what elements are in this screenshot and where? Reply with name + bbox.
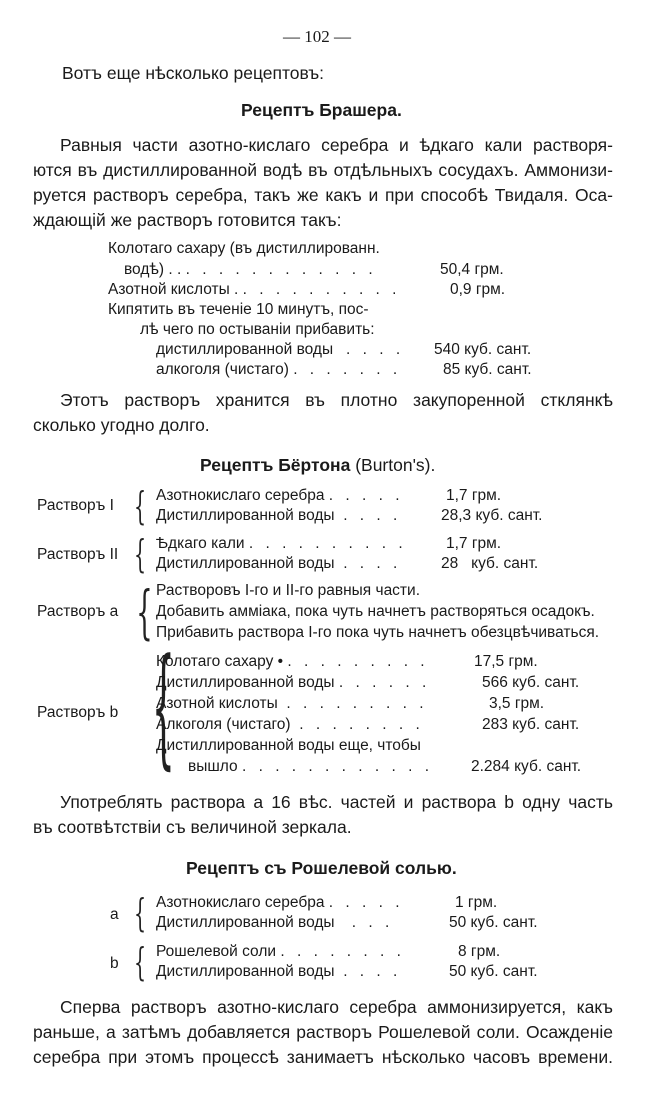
word: затѣмъ bbox=[121, 1022, 181, 1042]
amount: 28 куб. сант. bbox=[441, 555, 539, 572]
page-number: — 102 — bbox=[283, 27, 351, 46]
ingredient: Колотаго сахару (въ дистиллированн. bbox=[108, 240, 380, 257]
amount: 3,5 грм. bbox=[489, 695, 545, 712]
recipe-item bbox=[156, 963, 401, 981]
recipe-item bbox=[156, 487, 404, 505]
title-bold: Рецептъ Бёртона bbox=[200, 455, 351, 475]
paragraph-line bbox=[33, 1022, 613, 1043]
paragraph-line bbox=[60, 135, 613, 156]
word: серебра bbox=[33, 1047, 101, 1067]
ingredient: дистиллированной воды bbox=[156, 341, 334, 358]
ingredient: Дистиллированной воды bbox=[156, 963, 335, 980]
amount: 566 куб. сант. bbox=[482, 674, 580, 691]
leader-dots: . . . . . . . . bbox=[280, 943, 405, 960]
word: Равныя bbox=[60, 135, 122, 155]
amount: 28,3 куб. сант. bbox=[441, 507, 543, 524]
word: Употреблять bbox=[60, 792, 163, 812]
leader-dots: . . . . . . . . . . . . bbox=[185, 261, 377, 278]
leader-dots: . . . . . . bbox=[338, 674, 431, 691]
ingredient: Азотнокислаго серебра bbox=[156, 487, 325, 504]
recipe-item bbox=[156, 555, 401, 573]
paragraph-line: сколько угодно долго. bbox=[33, 415, 210, 435]
brace-icon: { bbox=[134, 532, 147, 576]
line-text bbox=[60, 997, 613, 1018]
recipe-item bbox=[156, 894, 404, 912]
ingredient: Колотаго сахару • bbox=[156, 653, 284, 670]
ingredient: вышло bbox=[188, 758, 238, 775]
line-text bbox=[33, 1022, 613, 1043]
ingredient: Дистиллированной воды bbox=[156, 914, 335, 931]
word: Оса- bbox=[574, 185, 613, 205]
ingredient: Алкоголя (чистаго) bbox=[156, 716, 291, 733]
paragraph-line bbox=[33, 185, 613, 206]
instruction: Добавить амміака, пока чуть начнетъ растворяться осадокъ. bbox=[156, 603, 595, 620]
word: азотно-кислаго bbox=[188, 135, 311, 155]
recipe-item: лѣ чего по остыванiи прибавить: bbox=[140, 321, 375, 338]
recipe-item bbox=[156, 695, 428, 713]
word: аммонизируется, bbox=[427, 997, 567, 1017]
amount: 8 грм. bbox=[458, 943, 501, 960]
word: этомъ bbox=[145, 1047, 195, 1067]
word: отдѣльныхъ bbox=[333, 160, 433, 180]
brace-icon: { bbox=[134, 891, 147, 935]
word: часть bbox=[568, 792, 613, 812]
word: при bbox=[108, 1047, 138, 1067]
paragraph-line bbox=[60, 792, 613, 813]
paragraph-line: въ соотвѣтствiи съ величиной зеркала. bbox=[33, 817, 352, 837]
title-normal: (Burton's). bbox=[355, 455, 436, 475]
solution-label: a bbox=[110, 906, 119, 923]
word: какъ bbox=[325, 185, 362, 205]
word: закупоренной bbox=[413, 390, 525, 410]
word: азотно-кислаго bbox=[217, 997, 339, 1017]
word: водѣ bbox=[262, 160, 303, 180]
line-text bbox=[60, 135, 613, 156]
solution-label: b bbox=[110, 955, 119, 972]
word: растворя- bbox=[533, 135, 613, 155]
word: нѣсколько bbox=[381, 1047, 466, 1067]
recipe-item bbox=[156, 507, 401, 525]
word: процессѣ bbox=[202, 1047, 279, 1067]
word: b bbox=[504, 792, 514, 812]
word: серебра, bbox=[175, 185, 248, 205]
solution-label: Растворъ II bbox=[37, 546, 119, 563]
leader-dots: . . . . . . . . . . bbox=[242, 281, 401, 298]
solution-label: Растворъ I bbox=[37, 497, 114, 514]
amount: 283 куб. сант. bbox=[482, 716, 580, 733]
line-text bbox=[60, 792, 613, 813]
word: Рошелевой bbox=[378, 1022, 471, 1042]
leader-dots: . . . bbox=[351, 914, 394, 931]
leader-dots: . . . . . bbox=[328, 487, 404, 504]
leader-dots: . . . . . . . . . . . . bbox=[241, 758, 434, 775]
word: частей bbox=[340, 792, 396, 812]
word: же bbox=[297, 185, 319, 205]
word: добавляется bbox=[187, 1022, 291, 1042]
brace-icon: { bbox=[134, 940, 147, 984]
word: при bbox=[384, 185, 414, 205]
amount: 540 куб. сант. bbox=[434, 341, 532, 358]
ingredient: Рошелевой соли bbox=[156, 943, 277, 960]
line-text bbox=[33, 185, 613, 206]
leader-dots: . . . . bbox=[346, 341, 405, 358]
brace-icon: { bbox=[151, 630, 175, 782]
word: Твидаля. bbox=[494, 185, 569, 205]
leader-dots: . . . . bbox=[343, 555, 402, 572]
word: одну bbox=[522, 792, 561, 812]
recipe-item bbox=[156, 535, 407, 553]
word: и bbox=[403, 792, 414, 812]
brace-icon: { bbox=[136, 578, 153, 646]
word: раствора bbox=[421, 792, 497, 812]
recipe-item bbox=[156, 716, 424, 734]
word: раньше, bbox=[33, 1022, 100, 1042]
recipe-item: Дистиллированной воды еще, чтобы bbox=[156, 737, 421, 754]
amount: 85 куб. сант. bbox=[443, 361, 532, 378]
word: хранится bbox=[215, 390, 290, 410]
paragraph-line bbox=[33, 160, 613, 181]
word: какъ bbox=[576, 997, 613, 1017]
word: руется bbox=[33, 185, 87, 205]
word: плотно bbox=[340, 390, 398, 410]
burton-title bbox=[200, 455, 435, 476]
amount: 2.284 куб. сант. bbox=[471, 758, 582, 775]
word: a bbox=[253, 792, 264, 812]
amount: 17,5 грм. bbox=[474, 653, 538, 670]
paragraph-line bbox=[33, 1047, 613, 1068]
ingredient: водѣ) . . bbox=[124, 261, 182, 278]
word: и bbox=[368, 185, 379, 205]
word: Этотъ bbox=[60, 390, 109, 410]
recipe-item bbox=[156, 653, 429, 671]
word: серебра bbox=[349, 997, 417, 1017]
word: растворъ bbox=[296, 1022, 373, 1042]
paragraph-line bbox=[60, 997, 613, 1018]
word: растворъ bbox=[93, 185, 169, 205]
ingredient: Ѣдкаго кали bbox=[156, 535, 245, 552]
word: 16 bbox=[271, 792, 291, 812]
word: въ bbox=[308, 160, 328, 180]
solution-label: Растворъ a bbox=[37, 603, 119, 620]
recipe-item bbox=[188, 758, 433, 776]
recipe-item bbox=[108, 240, 380, 258]
amount: 0,9 грм. bbox=[450, 281, 506, 298]
recipe-item bbox=[156, 914, 393, 932]
intro-text: Вотъ еще нѣсколько рецептовъ: bbox=[62, 63, 325, 83]
leader-dots: . . . . . bbox=[328, 894, 404, 911]
word: времени. bbox=[538, 1047, 613, 1067]
word: сосудахъ. bbox=[438, 160, 519, 180]
word: въ bbox=[305, 390, 325, 410]
word: стклянкѣ bbox=[540, 390, 613, 410]
word: такъ bbox=[254, 185, 291, 205]
amount: 1,7 грм. bbox=[446, 535, 502, 552]
brace-icon: { bbox=[134, 484, 147, 528]
rochelle-title: Рецептъ съ Рошелевой солью. bbox=[186, 858, 457, 878]
ingredient: Дистиллированной воды bbox=[156, 555, 335, 572]
word: раствора bbox=[170, 792, 246, 812]
leader-dots: . . . . bbox=[343, 963, 402, 980]
word: часовъ bbox=[473, 1047, 531, 1067]
leader-dots: . . . . . . . . . bbox=[286, 695, 428, 712]
word: кали bbox=[484, 135, 523, 155]
solution-label: Растворъ b bbox=[37, 704, 119, 721]
word: растворъ bbox=[124, 390, 201, 410]
word: ѣдкаго bbox=[419, 135, 474, 155]
leader-dots: . . . . . . . . . bbox=[287, 653, 429, 670]
instruction: Прибавить раствора I-го пока чуть начнетъ обезцвѣчиваться. bbox=[156, 624, 600, 641]
word: и bbox=[398, 135, 409, 155]
leader-dots: . . . . . . . . bbox=[299, 716, 424, 733]
paragraph-line: ждающiй же растворъ готовится такъ: bbox=[33, 210, 342, 230]
word: ются bbox=[33, 160, 72, 180]
recipe-item bbox=[124, 261, 377, 279]
amount: 1 грм. bbox=[455, 894, 498, 911]
leader-dots: . . . . . . . . . . bbox=[248, 535, 407, 552]
word: способѣ bbox=[420, 185, 489, 205]
ingredient: Азотной кислоты . bbox=[108, 281, 239, 298]
word: вѣс. bbox=[298, 792, 333, 812]
word: Аммонизи- bbox=[524, 160, 613, 180]
line-text bbox=[60, 390, 613, 411]
word: Осажденiе bbox=[525, 1022, 613, 1042]
leader-dots: . . . . . . . bbox=[293, 361, 402, 378]
ingredient: Азотной кислоты bbox=[156, 695, 278, 712]
recipe-item: Кипятить въ теченiе 10 минутъ, пос- bbox=[108, 301, 369, 318]
amount: 50 куб. сант. bbox=[449, 914, 538, 931]
word: занимаетъ bbox=[286, 1047, 374, 1067]
amount: 50 куб. сант. bbox=[449, 963, 538, 980]
word: а bbox=[106, 1022, 116, 1042]
ingredient: Дистиллированной воды bbox=[156, 507, 335, 524]
line-text bbox=[33, 160, 613, 181]
word: соли. bbox=[476, 1022, 520, 1042]
word: растворъ bbox=[130, 997, 207, 1017]
brasher-title: Рецептъ Брашера. bbox=[241, 100, 402, 120]
leader-dots: . . . . bbox=[343, 507, 402, 524]
word: части bbox=[132, 135, 178, 155]
recipe-item bbox=[156, 361, 401, 379]
amount: 1,7 грм. bbox=[446, 487, 502, 504]
word: дистиллированной bbox=[103, 160, 258, 180]
line-text bbox=[33, 1047, 613, 1068]
word: серебра bbox=[321, 135, 389, 155]
word: въ bbox=[77, 160, 98, 180]
recipe-item bbox=[108, 281, 400, 299]
word: Сперва bbox=[60, 997, 121, 1017]
ingredient: Дистиллированной воды bbox=[156, 674, 335, 691]
recipe-item bbox=[156, 674, 430, 692]
recipe-item bbox=[156, 943, 405, 961]
amount: 50,4 грм. bbox=[440, 261, 504, 278]
paragraph-line bbox=[60, 390, 613, 411]
ingredient: Азотнокислаго серебра bbox=[156, 894, 325, 911]
ingredient: алкоголя (чистаго) bbox=[156, 361, 289, 378]
recipe-item bbox=[156, 341, 404, 359]
instruction: Растворовъ I-го и II-го равныя части. bbox=[156, 582, 420, 599]
